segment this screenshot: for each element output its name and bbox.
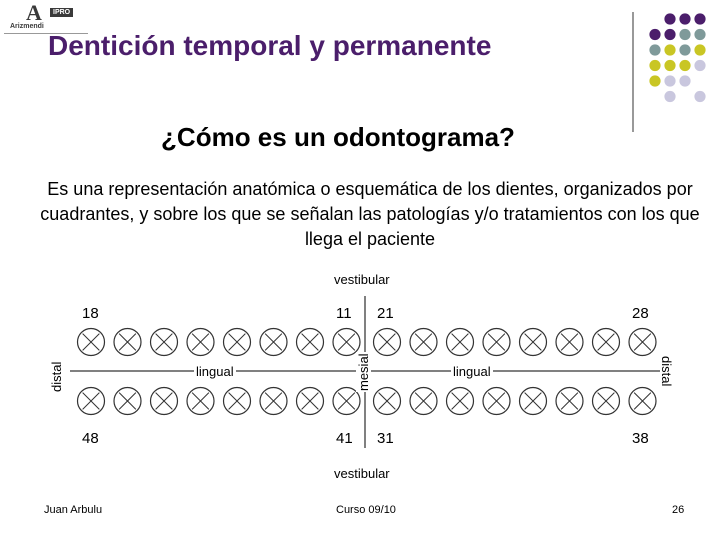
tooth-symbol xyxy=(410,388,437,415)
tooth-symbol xyxy=(447,388,474,415)
footer-page-number: 26 xyxy=(672,504,685,516)
tooth-symbol xyxy=(297,388,324,415)
tooth-symbol xyxy=(556,329,583,356)
slide-title: Dentición temporal y permanente xyxy=(48,30,492,61)
tooth-symbol xyxy=(629,329,656,356)
tooth-symbol xyxy=(374,388,401,415)
slide-subtitle: ¿Cómo es un odontograma? xyxy=(161,122,515,152)
top-vestibular-label: vestibular xyxy=(334,272,390,287)
distal-label-right: distal xyxy=(659,356,674,387)
tooth-symbol xyxy=(151,388,178,415)
tooth-number-48: 48 xyxy=(82,430,99,447)
tooth-symbol xyxy=(374,329,401,356)
tooth-number-11: 11 xyxy=(336,305,352,322)
tooth-symbol xyxy=(224,388,251,415)
tooth-symbol xyxy=(483,388,510,415)
tooth-symbol xyxy=(593,388,620,415)
tooth-symbol xyxy=(447,329,474,356)
tooth-symbol xyxy=(114,388,141,415)
distal-label-left: distal xyxy=(49,361,64,392)
tooth-number-28: 28 xyxy=(632,305,649,322)
tooth-symbol xyxy=(410,329,437,356)
footer-author: Juan Arbulu xyxy=(44,504,103,516)
lingual-label-right: lingual xyxy=(453,364,491,379)
tooth-symbol xyxy=(114,329,141,356)
tooth-symbol xyxy=(260,329,287,356)
tooth-number-21: 21 xyxy=(377,305,394,322)
tooth-number-31: 31 xyxy=(377,430,394,447)
tooth-symbol xyxy=(593,329,620,356)
logo-letter: A xyxy=(26,0,42,25)
tooth-symbol xyxy=(187,329,214,356)
tooth-symbol xyxy=(78,388,105,415)
tooth-symbol xyxy=(260,388,287,415)
tooth-number-38: 38 xyxy=(632,430,649,447)
tooth-symbol xyxy=(224,329,251,356)
definition-paragraph: Es una representación anatómica o esquemática de los dientes, organizados por cuadrantes, y sobre los que se señalan las patologías y/o tratamientos con los que llega el paciente xyxy=(40,179,700,249)
tooth-symbol xyxy=(629,388,656,415)
tooth-number-41: 41 xyxy=(336,430,353,447)
logo-badge: IPRO xyxy=(50,8,73,17)
tooth-symbol xyxy=(78,329,105,356)
tooth-symbol xyxy=(297,329,324,356)
tooth-symbol xyxy=(556,388,583,415)
tooth-symbol xyxy=(187,388,214,415)
tooth-symbol xyxy=(151,329,178,356)
tooth-number-18: 18 xyxy=(82,305,99,322)
tooth-symbol xyxy=(520,388,547,415)
tooth-symbol xyxy=(520,329,547,356)
logo-name: Arizmendi xyxy=(10,23,44,30)
mesial-label: mesial xyxy=(356,353,371,391)
bottom-vestibular-label: vestibular xyxy=(334,466,390,481)
tooth-symbol xyxy=(483,329,510,356)
footer-course: Curso 09/10 xyxy=(336,504,396,516)
lingual-label-left: lingual xyxy=(196,364,234,379)
